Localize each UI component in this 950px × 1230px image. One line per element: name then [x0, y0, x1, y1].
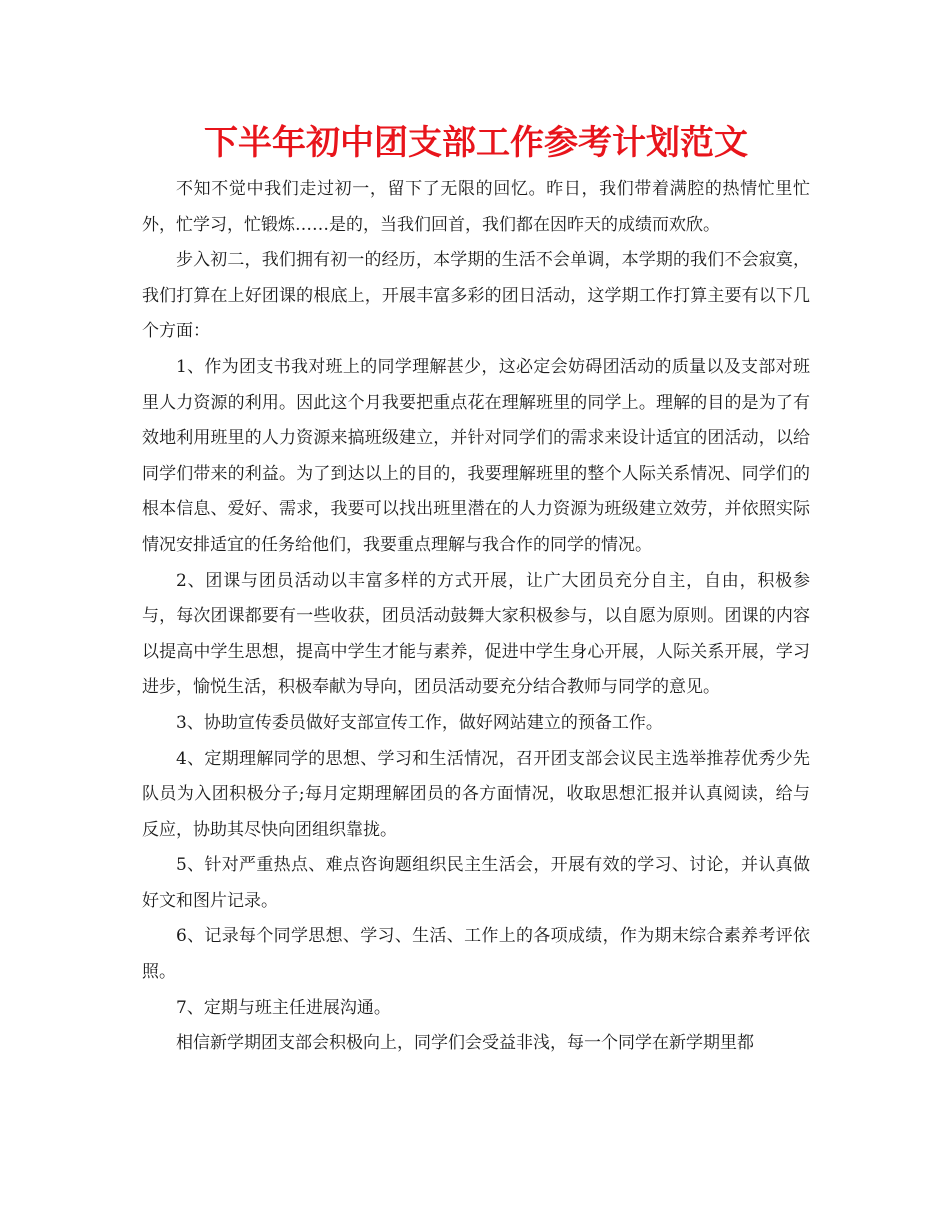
document-page: [142, 118, 810, 1062]
paragraph-intro: 不知不觉中我们走过初一，留下了无限的回忆。昨日，我们带着满腔的热情忙里忙外，忙学习，忙锻炼……是的，当我们回首，我们都在因昨天的成绩而欢欣。: [142, 179, 810, 235]
document-title: 下半年初中团支部工作参考计划范文: [204, 123, 748, 163]
paragraph-closing: 相信新学期团支部会积极向上，同学们会受益非浅，每一个同学在新学期里都: [176, 1033, 754, 1054]
paragraph-item-6: 6、记录每个同学思想、学习、生活、工作上的各项成绩，作为期末综合素养考评依照。: [142, 926, 810, 983]
paragraph-item-5: 5、针对严重热点、难点咨询题组织民主生活会，开展有效的学习、讨论，并认真做好文和图片记录。: [142, 855, 810, 911]
paragraph-item-7: 7、定期与班主任进展沟通。: [176, 997, 391, 1018]
paragraph-item-2: 2、团课与团员活动以丰富多样的方式开展，让广大团员充分自主，自由，积极参与，每次团课都要有一些收获，团员活动鼓舞大家积极参与，以自愿为原则。团课的内容以提高中学生思想，提高中学生才能与素养，促进中学生身心开展，人际关系开展，学习进步，愉悦生活，积极奉献为导向，团员活动要充分结合教师与同学的意见。: [142, 570, 810, 698]
paragraph-item-4: 4、定期理解同学的思想、学习和生活情况，召开团支部会议民主选举推荐优秀少先队员为入团积极分子;每月定期理解团员的各方面情况，收取思想汇报并认真阅读，给与反应，协助其尽快向团组织靠拢。: [142, 748, 810, 840]
paragraph-item-3: 3、协助宣传委员做好支部宣传工作，做好网站建立的预备工作。: [176, 712, 663, 733]
paragraph-plan-overview: 步入初二，我们拥有初一的经历，本学期的生活不会单调，本学期的我们不会寂寞，我们打算在上好团课的根底上，开展丰富多彩的团日活动，这学期工作打算主要有以下几个方面：: [142, 250, 810, 342]
paragraph-item-1: 1、作为团支书我对班上的同学理解甚少，这必定会妨碍团活动的质量以及支部对班里人力资源的利用。因此这个月我要把重点花在理解班里的同学上。理解的目的是为了有效地利用班里的人力资源来搞班级建立，并针对同学们的需求来设计适宜的团活动，以给同学们带来的利益。为了到达以上的目的，我要理解班里的整个人际关系情况、同学们的根本信息、爱好、需求，我要可以找出班里潜在的人力资源为班级建立效劳，并依照实际情况安排适宜的任务给他们，我要重点理解与我合作的同学的情况。: [142, 356, 810, 555]
